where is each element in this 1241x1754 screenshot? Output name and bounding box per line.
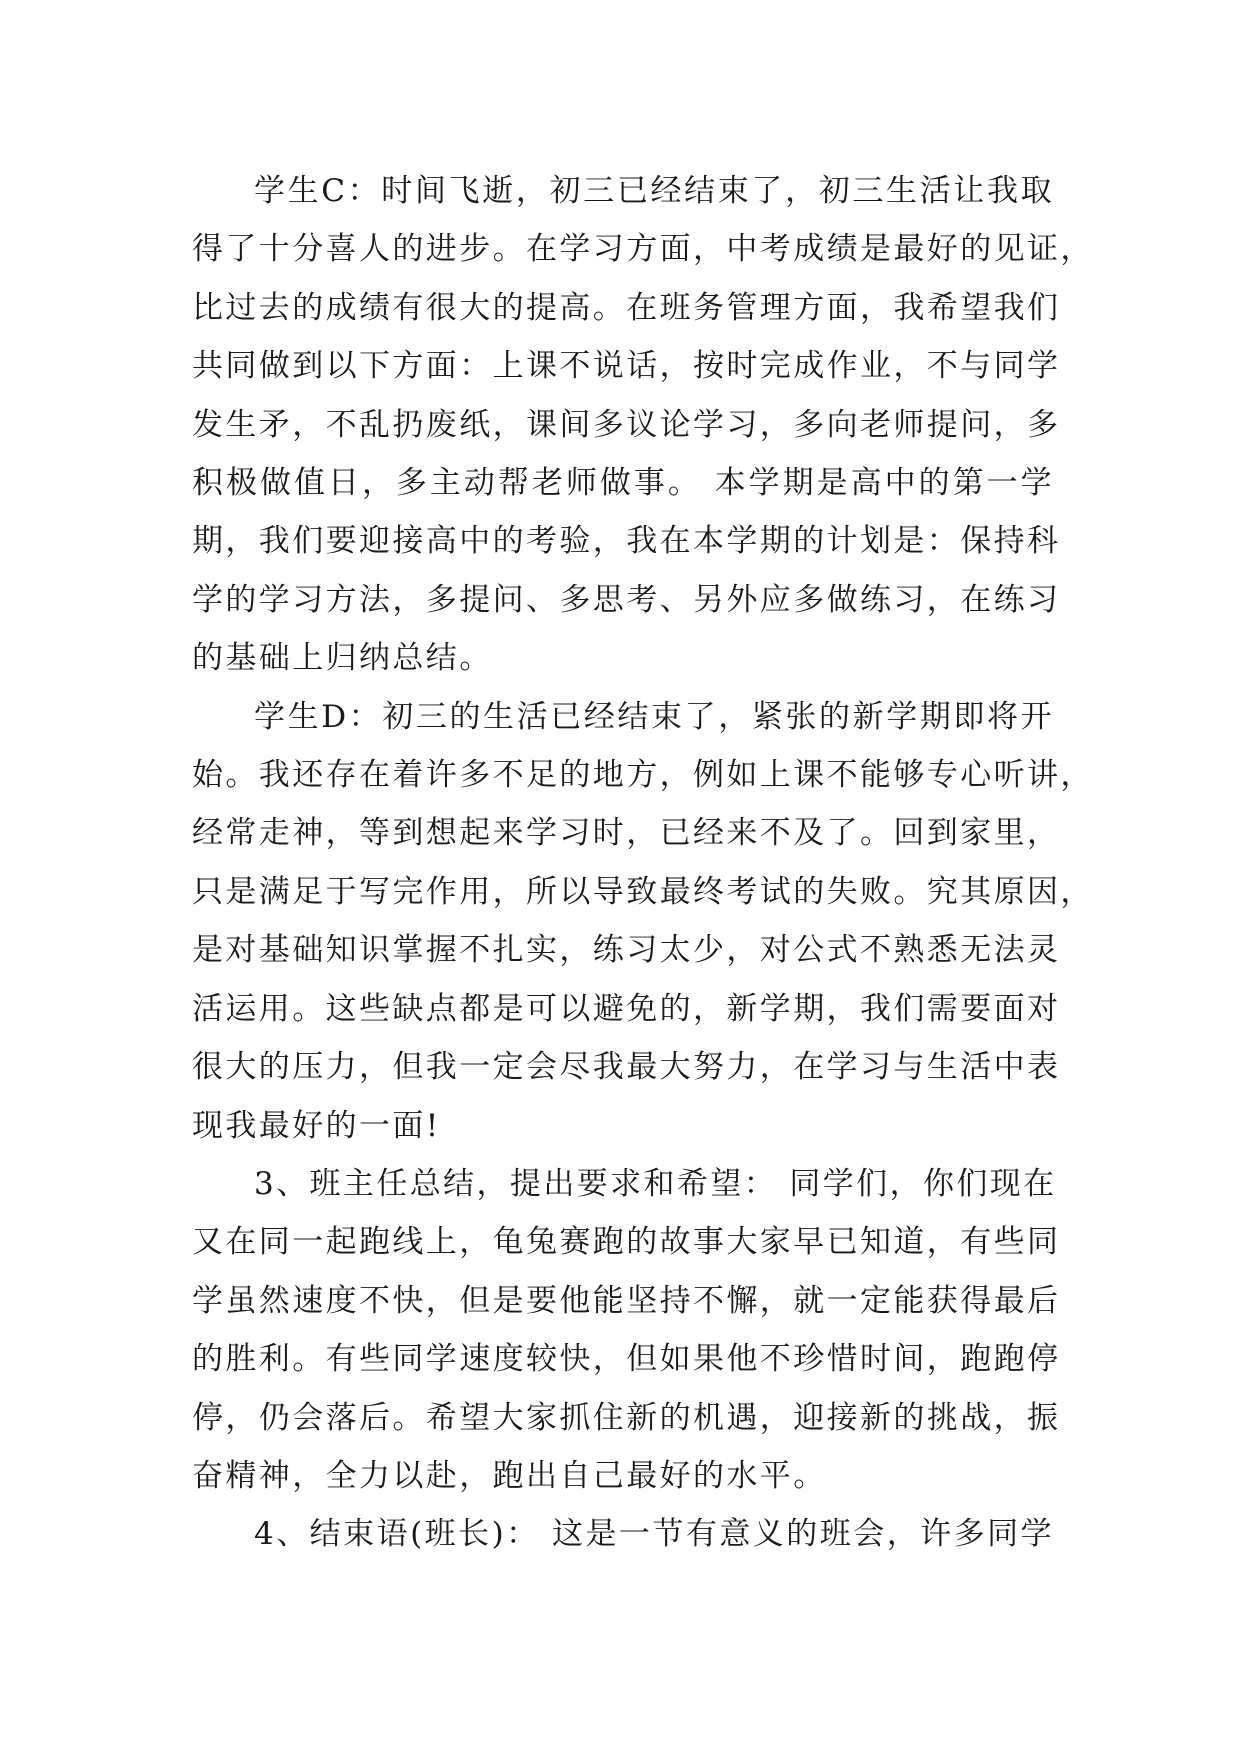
paragraph-student-c bbox=[192, 162, 1094, 688]
text-line: 的胜利。有些同学速度较快，但如果他不珍惜时间，跑跑停 bbox=[192, 1341, 1061, 1378]
text-line: 经常走神，等到想起来学习时，已经来不及了。回到家里， bbox=[192, 815, 1061, 852]
text-line: 3、班主任总结，提出要求和希望： 同学们，你们现在 bbox=[254, 1165, 1057, 1202]
text-line: 4、结束语(班长)： 这是一节有意义的班会，许多同学 bbox=[254, 1516, 1054, 1553]
text-line: 奋精神，全力以赴，跑出自己最好的水平。 bbox=[192, 1457, 827, 1494]
document-body bbox=[192, 162, 1094, 1564]
text-line: 很大的压力，但我一定会尽我最大努力，在学习与生活中表 bbox=[192, 1049, 1061, 1086]
text-line: 发生矛，不乱扔废纸，课间多议论学习，多向老师提问，多 bbox=[192, 406, 1061, 443]
text-line: 比过去的成绩有很大的提高。在班务管理方面，我希望我们 bbox=[192, 289, 1061, 326]
text-line: 学生C：时间飞逝，初三已经结束了，初三生活让我取 bbox=[254, 173, 1054, 209]
text-line: 活运用。这些缺点都是可以避免的，新学期，我们需要面对 bbox=[192, 990, 1061, 1027]
text-line: 学生D：初三的生活已经结束了，紧张的新学期即将开 bbox=[254, 698, 1054, 735]
text-line: 停，仍会落后。希望大家抓住新的机遇，迎接新的挑战，振 bbox=[192, 1399, 1061, 1436]
text-line: 是对基础知识掌握不扎实，练习太少，对公式不熟悉无法灵 bbox=[192, 932, 1061, 969]
text-line: 学虽然速度不快，但是要他能坚持不懈，就一定能获得最后 bbox=[192, 1282, 1061, 1319]
paragraph-teacher-summary bbox=[192, 1155, 1061, 1505]
text-line: 得了十分喜人的进步。在学习方面，中考成绩是最好的见证， bbox=[192, 231, 1094, 268]
text-line: 又在同一起跑线上，龟兔赛跑的故事大家早已知道，有些同 bbox=[192, 1224, 1061, 1261]
text-line: 期，我们要迎接高中的考验，我在本学期的计划是：保持科 bbox=[192, 523, 1061, 560]
text-line: 的基础上归纳总结。 bbox=[192, 640, 493, 677]
text-line: 学的学习方法，多提问、多思考、另外应多做练习，在练习 bbox=[192, 581, 1061, 618]
text-line: 只是满足于写完作用，所以导致最终考试的失败。究其原因， bbox=[192, 873, 1094, 910]
text-line: 共同做到以下方面：上课不说话，按时完成作业，不与同学 bbox=[192, 348, 1061, 385]
paragraph-student-d bbox=[192, 688, 1094, 1155]
text-line: 现我最好的一面! bbox=[192, 1107, 441, 1144]
text-line: 始。我还存在着许多不足的地方，例如上课不能够专心听讲， bbox=[192, 757, 1094, 794]
text-line: 积极做值日，多主动帮老师做事。 本学期是高中的第一学 bbox=[192, 465, 1054, 502]
paragraph-closing bbox=[192, 1505, 1054, 1563]
